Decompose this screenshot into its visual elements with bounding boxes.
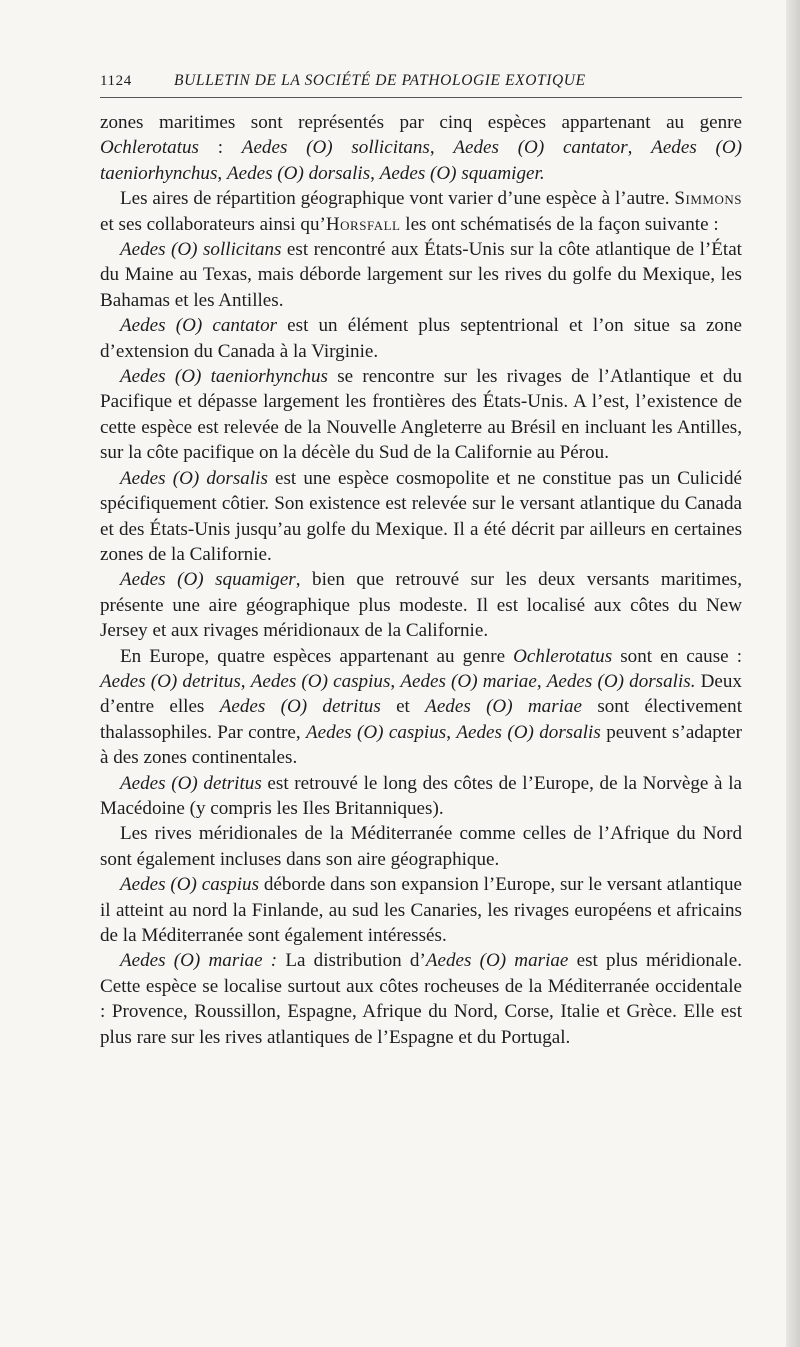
species-name: Aedes (O) mariae : — [120, 950, 278, 972]
running-title: BULLETIN DE LA SOCIÉTÉ DE PATHOLOGIE EXOTIQUE — [174, 72, 586, 89]
text-run: déborde dans son expansion l’Europe, sur le versant atlantique il atteint au nord la Finlande, au sud les Canaries, les rivages européens et africains de la Méditerranée sont également intéressés. — [100, 874, 742, 946]
paragraph-2 — [100, 186, 742, 237]
text-run: , — [390, 670, 401, 692]
species-name: Aedes (O) caspius — [306, 721, 447, 743]
species-name: Aedes (O) detritus — [120, 772, 262, 794]
text-run: Les rives méridionales de la Méditerranée comme celles de l’Afrique du Nord sont également incluses dans son aire géographique. — [100, 823, 742, 870]
species-name: Aedes (O) sollicitans — [120, 239, 282, 261]
species-name: Aedes (O) mariae — [425, 950, 569, 972]
text-run: Les aires de répartition géographique vont varier d’une espèce à l’autre. — [120, 188, 675, 210]
text-run: La distribution d’ — [277, 950, 426, 972]
species-name: Aedes (O) dorsalis — [456, 721, 601, 743]
species-name: Aedes (O) cantator — [453, 137, 628, 159]
text-run: , — [536, 670, 547, 692]
text-run: peuvent s’adapter à des zones continentales. — [100, 721, 742, 769]
paragraph-9 — [100, 771, 742, 822]
text-run: est une espèce cosmopolite et ne constitue pas un Culicidé spécifiquement côtier. Son existence est relevée sur le versant atlantique du Canada et des États-Unis jusqu’au golfe du Mexique. Il a été décrit par ailleurs en certaines zones de la Californie. — [100, 467, 742, 565]
species-name: Aedes (O) dorsalis. — [546, 670, 696, 692]
text-run: se rencontre sur les rivages de l’Atlantique et du Pacifique et dépasse largement les frontières des États-Unis. A l’est, l’existence de cette espèce est relevée de la Nouvelle Angleterre au Brésil en incluant les Antilles, sur la côte pacifique on la décèle du Sud de la Californie au Pérou. — [100, 366, 742, 464]
paragraph-7 — [100, 567, 742, 643]
species-name: Aedes (O) squamiger — [120, 569, 296, 591]
article-body — [100, 110, 742, 1050]
paragraph-3 — [100, 237, 742, 313]
paragraph-10 — [100, 821, 742, 872]
page-edge-shadow — [786, 0, 800, 1347]
paragraph-4 — [100, 313, 742, 364]
species-name: Aedes (O) detritus — [100, 670, 241, 692]
text-run: , — [627, 137, 652, 159]
text-run: est rencontré aux États-Unis sur la côte atlantique de l’État du Maine au Texas, mais déborde largement sur les rives du golfe du Mexique, les Bahamas et les Antilles. — [100, 239, 742, 311]
author-name: Horsfall — [325, 213, 401, 235]
species-name: Aedes (O) taeniorhynchus — [120, 366, 328, 388]
text-run: et — [380, 696, 426, 718]
species-name: Aedes (O) dorsalis — [226, 162, 371, 184]
author-name: Simmons — [674, 188, 742, 210]
species-name: Aedes (O) caspius — [120, 874, 260, 896]
species-name: Aedes (O) cantator — [120, 315, 278, 337]
genus-name: Ochlerotatus — [513, 645, 613, 667]
species-name: Aedes (O) sollicitans — [241, 137, 430, 159]
text-run: Deux d’entre elles — [100, 670, 742, 718]
text-run: : — [199, 137, 242, 159]
text-run: , bien que retrouvé sur les deux versants maritimes, présente une aire géographique plus modeste. Il est localisé aux côtes du New Jersey et aux rivages méridionaux de la Californie. — [100, 569, 742, 642]
text-run: les ont schématisés de la façon suivante : — [400, 213, 719, 235]
text-run: En Europe, quatre espèces appartenant au genre — [120, 645, 514, 667]
text-run: , — [370, 162, 380, 184]
text-run: sont en cause : — [612, 645, 742, 667]
page-number: 1124 — [100, 73, 132, 89]
text-run: est un élément plus septentrional et l’on situe sa zone d’extension du Canada à la Virginie. — [100, 315, 742, 362]
text-run: , — [429, 137, 454, 159]
paragraph-1 — [100, 110, 742, 186]
species-name: Aedes (O) mariae — [425, 696, 582, 718]
species-name: Aedes (O) taeniorhynchus — [100, 137, 743, 184]
species-name: Aedes (O) detritus — [219, 696, 381, 718]
paragraph-11 — [100, 872, 742, 948]
text-run: , — [446, 721, 457, 743]
text-run: est retrouvé le long des côtes de l’Europe, de la Norvège à la Macédoine (y compris les Iles Britanniques). — [100, 772, 742, 819]
genus-name: Ochlerotatus — [100, 137, 199, 159]
species-name: Aedes (O) squamiger. — [379, 162, 545, 184]
paragraph-8 — [100, 644, 742, 771]
text-run: est plus méridionale. Cette espèce se localise surtout aux côtes rocheuses de la Méditerranée occidentale : Provence, Roussillon, Espagne, Afrique du Nord, Corse, Italie et Grèce. Elle est plus rare sur les rives atlantiques de l’Espagne et du Portugal. — [100, 950, 742, 1048]
text-run: zones maritimes sont représentés par cinq espèces appartenant au genre — [100, 112, 742, 133]
text-run: , — [240, 670, 251, 692]
paragraph-6 — [100, 466, 742, 568]
paragraph-5 — [100, 364, 742, 466]
journal-page — [100, 72, 742, 1050]
paragraph-12 — [100, 948, 742, 1050]
text-run: sont électivement thalassophiles. Par contre, — [100, 696, 742, 743]
text-run: et ses collaborateurs ainsi qu’ — [100, 213, 326, 235]
text-run: , — [217, 162, 227, 184]
species-name: Aedes (O) dorsalis — [120, 467, 268, 489]
species-name: Aedes (O) mariae — [400, 670, 537, 692]
species-name: Aedes (O) caspius — [250, 670, 391, 692]
running-header — [100, 72, 742, 98]
